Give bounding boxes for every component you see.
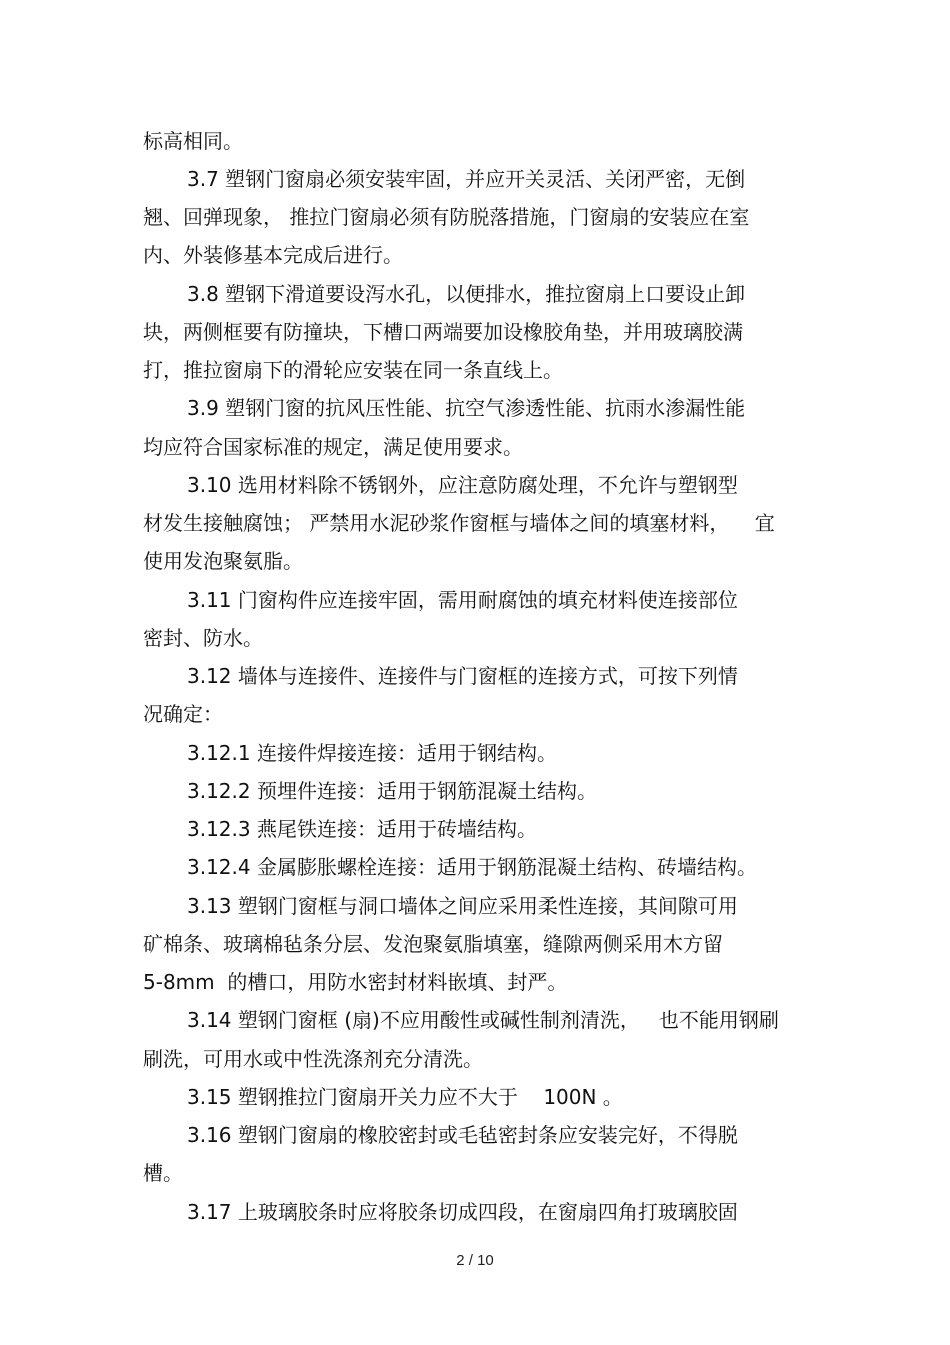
text-line: 刷洗，可用水或中性洗涤剂充分清洗。 <box>143 1047 483 1071</box>
text-line: 3.9 塑钢门窗的抗风压性能、抗空气渗透性能、抗雨水渗漏性能 <box>187 396 746 420</box>
text-line: 3.11 门窗构件应连接牢固，需用耐腐蚀的填充材料使连接部位 <box>187 588 738 612</box>
text-line: 材发生接触腐蚀； 严禁用水泥砂浆作窗框与墙体之间的填塞材料， 宜 <box>143 511 775 535</box>
text-line: 打，推拉窗扇下的滑轮应安装在同一条直线上。 <box>143 358 563 382</box>
text-line: 翘、回弹现象， 推拉门窗扇必须有防脱落措施，门窗扇的安装应在室 <box>143 205 750 229</box>
text-line: 3.16 塑钢门窗扇的橡胶密封或毛毡密封条应安装完好，不得脱 <box>187 1123 738 1147</box>
text-line: 内、外装修基本完成后进行。 <box>143 243 403 267</box>
text-line: 3.17 上玻璃胶条时应将胶条切成四段，在窗扇四角打玻璃胶固 <box>187 1200 738 1224</box>
text-line: 3.14 塑钢门窗框 (扇)不应用酸性或碱性制剂清洗， 也不能用钢刷 <box>187 1008 779 1032</box>
text-line: 况确定： <box>143 702 223 726</box>
text-line: 均应符合国家标准的规定，满足使用要求。 <box>143 435 523 459</box>
text-line: 3.13 塑钢门窗框与洞口墙体之间应采用柔性连接，其间隙可用 <box>187 894 738 918</box>
text-line: 3.8 塑钢下滑道要设泻水孔，以便排水，推拉窗扇上口要设止卸 <box>187 282 746 306</box>
text-line: 3.12.3 燕尾铁连接：适用于砖墙结构。 <box>187 817 537 841</box>
text-line: 3.7 塑钢门窗扇必须安装牢固，并应开关灵活、关闭严密，无倒 <box>187 167 746 191</box>
text-line: 5-8mm 的槽口，用防水密封材料嵌填、封严。 <box>143 970 568 994</box>
text-line: 3.15 塑钢推拉门窗扇开关力应不大于 100N 。 <box>187 1085 623 1109</box>
text-line: 3.12.4 金属膨胀螺栓连接：适用于钢筋混凝土结构、砖墙结构。 <box>187 855 757 879</box>
text-line: 块，两侧框要有防撞块，下槽口两端要加设橡胶角垫，并用玻璃胶满 <box>143 320 743 344</box>
page-number: 2 / 10 <box>456 1252 494 1269</box>
text-line: 3.12 墙体与连接件、连接件与门窗框的连接方式，可按下列情 <box>187 664 738 688</box>
text-line: 3.10 选用材料除不锈钢外，应注意防腐处理，不允许与塑钢型 <box>187 473 738 497</box>
text-line: 3.12.1 连接件焊接连接：适用于钢结构。 <box>187 741 557 765</box>
text-line: 矿棉条、玻璃棉毡条分层、发泡聚氨脂填塞，缝隙两侧采用木方留 <box>143 932 723 956</box>
text-line: 使用发泡聚氨脂。 <box>143 549 303 573</box>
text-line: 槽。 <box>143 1161 183 1185</box>
text-line: 密封、防水。 <box>143 626 263 650</box>
text-line: 标高相同。 <box>143 129 243 153</box>
text-line: 3.12.2 预埋件连接：适用于钢筋混凝土结构。 <box>187 779 597 803</box>
